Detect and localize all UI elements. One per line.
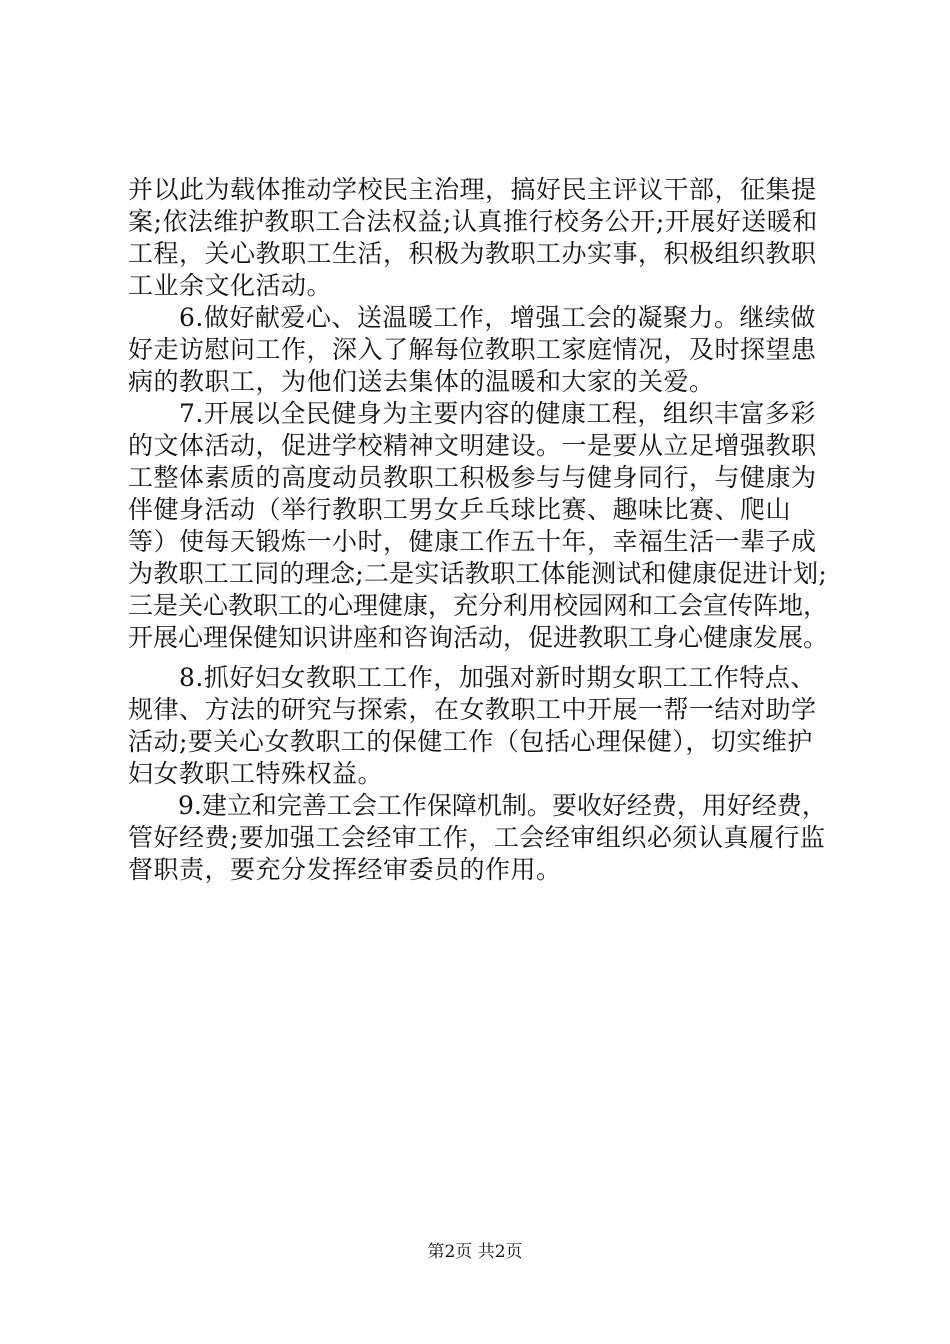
text-line: 好走访慰问工作，深入了解每位教职工家庭情况，及时探望患 — [128, 335, 817, 364]
text-line: 的文体活动，促进学校精神文明建设。一是要从立足增强教职 — [128, 431, 817, 460]
text-line: 工业余文化活动。 — [128, 271, 333, 300]
text-line: 督职责，要充分发挥经审委员的作用。 — [128, 855, 562, 884]
text-line: 并以此为载体推动学校民主治理，搞好民主评议干部，征集提 — [128, 175, 817, 204]
text-line: 工整体素质的高度动员教职工积极参与与健身同行，与健康为 — [128, 463, 817, 492]
text-line: 三是关心教职工的心理健康，充分利用校园网和工会宣传阵地， — [128, 591, 829, 620]
text-line: 9.建立和完善工会工作保障机制。要收好经费，用好经费， — [128, 791, 827, 820]
text-line: 管好经费;要加强工会经审工作，工会经审组织必须认真履行监 — [128, 823, 826, 852]
text-line: 规律、方法的研究与探索，在女教职工中开展一帮一结对助学 — [128, 695, 817, 724]
text-line: 工程，关心教职工生活，积极为教职工办实事，积极组织教职 — [128, 239, 817, 268]
text-line: 开展心理保健知识讲座和咨询活动，促进教职工身心健康发展。 — [128, 623, 829, 652]
text-line: 病的教职工，为他们送去集体的温暖和大家的关爱。 — [128, 367, 715, 396]
text-line: 等）使每天锻炼一小时，健康工作五十年，幸福生活一辈子成 — [128, 527, 817, 556]
page-footer: 第2页 共2页 — [427, 1242, 523, 1262]
text-line: 伴健身活动（举行教职工男女乒乓球比赛、趣味比赛、爬山 — [128, 495, 792, 524]
text-line: 案;依法维护教职工合法权益;认真推行校务公开;开展好送暖和 — [128, 207, 818, 236]
text-line: 妇女教职工特殊权益。 — [128, 759, 384, 788]
text-line: 7.开展以全民健身为主要内容的健康工程，组织丰富多彩 — [128, 399, 816, 428]
text-line: 活动;要关心女教职工的保健工作（包括心理保健），切实维护 — [128, 727, 813, 756]
text-line: 为教职工工同的理念;二是实话教职工体能测试和健康促进计划; — [128, 559, 828, 588]
text-line: 8.抓好妇女教职工工作，加强对新时期女职工工作特点、 — [128, 663, 816, 692]
text-line: 6.做好献爱心、送温暖工作，增强工会的凝聚力。继续做 — [128, 303, 816, 332]
